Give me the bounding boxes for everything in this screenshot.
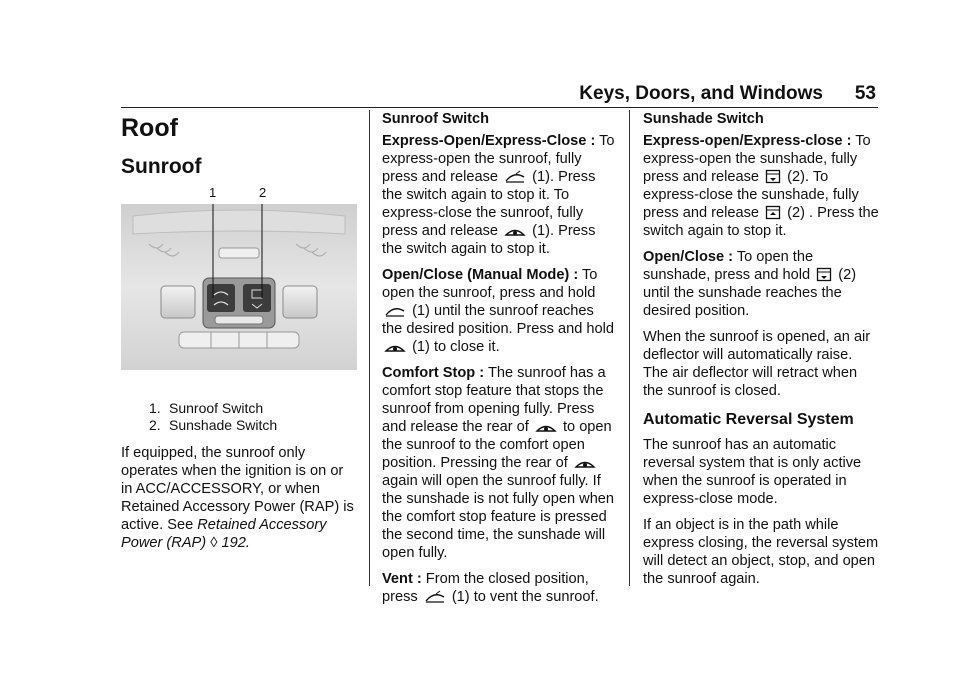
figure-legend	[149, 400, 357, 434]
deflector-paragraph: When the sunroof is opened, an air deflector will automatically raise. The air deflector will retract when the sunroof is closed.	[643, 329, 871, 399]
sunroof-close-icon	[384, 340, 406, 354]
vent-paragraph: Vent : From the closed position, press (1) to vent the sunroof.	[382, 571, 599, 605]
rap-link[interactable]: Retained Accessory Power (RAP)	[121, 517, 327, 551]
overhead-console-figure	[121, 204, 357, 394]
legend-item: 1. Sunroof Switch	[149, 400, 264, 416]
rap-paragraph: If equipped, the sunroof only operates when the ignition is on or in ACC/ACCESSORY, or when Retained Accessory Power (RAP) is active. See Retained Accessory Power (RAP) ◊ 192.	[121, 445, 354, 551]
page-ref[interactable]: 192.	[221, 535, 250, 551]
column-divider-2	[629, 110, 630, 586]
sunroof-close-icon	[574, 456, 596, 470]
heading-roof: Roof	[121, 114, 178, 142]
sunshade-open-icon	[765, 169, 781, 184]
column-2	[382, 110, 618, 614]
sunroof-close-icon	[535, 420, 557, 434]
heading-sunshade-switch: Sunshade Switch	[643, 111, 764, 127]
page-header	[0, 80, 900, 108]
column-divider-1	[369, 110, 370, 586]
section-title: Keys, Doors, and Windows	[579, 83, 823, 104]
sunroof-close-icon	[504, 224, 526, 238]
ars-paragraph-2: If an object is in the path while express closing, the reversal system will detect an object, stop, and open the sunroof again.	[643, 517, 879, 587]
callout-1: 1	[209, 185, 217, 200]
comfort-paragraph: Comfort Stop : The sunroof has a comfort stop feature that stops the sunroof from opening fully. Press and release the rear of to open the sunroof to the comfort open position. Pressing the rear of again will open the sunroof fully. If the sunshade is not fully open when the comfort stop feature is pressed the second time, the sunshade will open fully.	[382, 365, 615, 561]
sunshade-open-icon	[816, 267, 832, 282]
sunshade-express-paragraph: Express-open/Express-close : To express-open the sunshade, fully press and release (2). To express-close the sunshade, fully press and release (2) . Press the switch again to stop it.	[643, 133, 879, 239]
column-1	[121, 110, 357, 560]
page-number: 53	[854, 83, 876, 104]
heading-sunroof: Sunroof	[121, 155, 202, 178]
callout-2: 2	[259, 185, 267, 200]
heading-sunroof-switch: Sunroof Switch	[382, 111, 490, 127]
sunshade-close-icon	[765, 205, 781, 220]
sunroof-vent-icon	[504, 170, 526, 184]
figure-callouts	[121, 180, 357, 202]
express-paragraph: Express-Open/Express-Close : To express-open the sunroof, fully press and release (1). Press the switch again to stop it. To express-close the sunroof, fully press and release (1). Press the switch again to stop it.	[382, 133, 615, 257]
manual-paragraph: Open/Close (Manual Mode) : To open the sunroof, press and hold (1) until the sunroof reaches the desired position. Press and hold (1) to close it.	[382, 267, 615, 355]
sunshade-openclose-paragraph: Open/Close : To open the sunshade, press and hold (2) until the sunshade reaches the desired position.	[643, 249, 857, 319]
sunroof-open-icon	[384, 304, 406, 318]
heading-automatic-reversal: Automatic Reversal System	[643, 411, 854, 428]
overhead-console-image	[121, 204, 357, 370]
header-rule	[121, 107, 878, 108]
sunroof-vent-icon	[424, 590, 446, 604]
legend-item: 2. Sunshade Switch	[149, 417, 278, 433]
column-3	[643, 110, 879, 596]
ars-paragraph-1: The sunroof has an automatic reversal system that is only active when the sunroof is operated in express-close mode.	[643, 437, 862, 507]
page-ref-symbol: ◊	[210, 535, 218, 551]
